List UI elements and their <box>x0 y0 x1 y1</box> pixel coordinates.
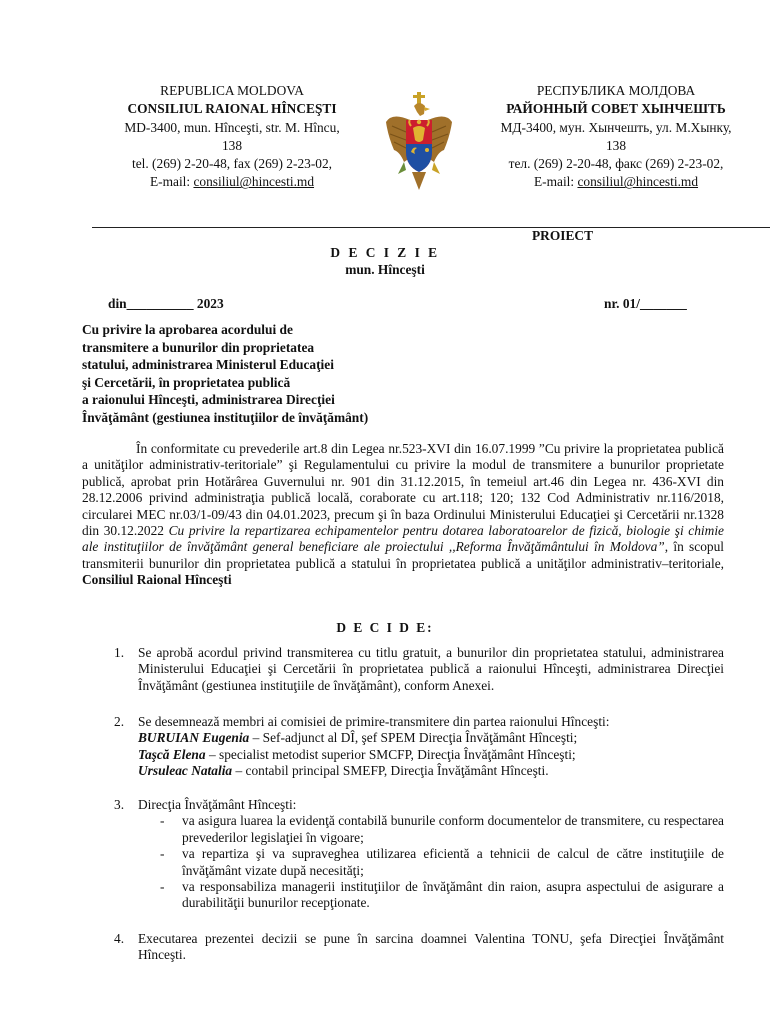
item-number: 4. <box>114 931 125 946</box>
country-name-ro: REPUBLICA MOLDOVA <box>160 83 304 98</box>
bullet-text: va asigura luarea la evidenţă contabilă bunurile conform documentelor de transmitere, cu respectarea prevederilor legislaţiei în vigoare; <box>182 813 724 845</box>
member-role: – contabil principal SMEFP, Direcţia Învăţământ Hînceşti. <box>232 763 549 779</box>
bullet-text: va repartiza şi va supraveghea utilizarea eficientă a tehnicii de calcul de către instituţiile de învăţământ vizate după necesităţi; <box>182 846 724 878</box>
commission-intro: Se desemnează membri ai comisiei de primire-transmitere din partea raionului Hînceşti: <box>138 714 610 729</box>
item-number: 2. <box>114 714 125 729</box>
subject-line: şi Cercetării, în proprietatea publică <box>82 374 291 390</box>
commission-member <box>138 730 724 746</box>
item-number: 1. <box>114 645 125 660</box>
document-title: D E C I Z I E <box>330 245 440 260</box>
preamble-order-title: Cu privire la repartizarea echipamentelor pentru dotarea laboratoarelor de fizică, biologie şi chimie ale instituţiilor de învăţământ general beneficiare ale proiectului ,,Reforma Învăţământului în Moldova” <box>82 523 724 555</box>
council-name-ro: CONSILIUL RAIONAL HÎNCEŞTI <box>127 101 337 117</box>
task-bullet <box>138 879 724 912</box>
header-right <box>466 82 766 192</box>
subject-line: a raionului Hînceşti, administrarea Direcţiei <box>82 392 335 407</box>
preamble-paragraph <box>82 441 724 589</box>
item-text: Executarea prezentei decizii se pune în sarcina doamnei Valentina TONU, şefa Direcţiei Învăţământ Hînceşti. <box>138 931 724 963</box>
task-bullet <box>138 846 724 879</box>
commission-member <box>138 747 724 763</box>
decision-date: din__________ 2023 <box>108 296 224 311</box>
bullet-dash: - <box>160 846 165 862</box>
decision-subject <box>82 321 462 426</box>
email-link-ru[interactable]: consiliul@hincesti.md <box>577 174 699 190</box>
email-line-ro <box>82 173 382 191</box>
item-text: Se aprobă acordul privind transmiterea cu titlu gratuit, a bunurilor din proprietatea statului, administrarea Ministerului Educaţiei şi Cercetării în proprietatea publică a raionului Hînceşti, administrarea Direcţiei Învăţământ (gestiunea instituţiile de învăţământ), conform Anexei. <box>138 645 724 693</box>
email-link-ro[interactable]: consiliul@hincesti.md <box>193 174 315 190</box>
country-name-ru: РЕСПУБЛИКА МОЛДОВА <box>536 83 696 98</box>
moldova-coat-of-arms-icon <box>384 92 454 196</box>
preamble-council: Consiliul Raional Hînceşti <box>82 572 232 588</box>
direction-intro: Direcţia Învăţământ Hînceşti: <box>138 797 297 812</box>
subject-line: Cu privire la aprobarea acordului de <box>82 322 293 337</box>
email-label: E-mail: <box>533 174 578 190</box>
address-ro-number: 138 <box>221 137 243 153</box>
item-text <box>138 797 724 912</box>
bullet-text: va responsabiliza managerii instituţiilor de învăţământ din raion, asupra aspectului de asigurare a durabilităţii bunurilor recepţionate. <box>182 879 724 911</box>
bullet-dash: - <box>160 879 165 895</box>
subject-line: Învăţământ (gestiunea instituţiilor de învăţământ) <box>82 409 369 425</box>
address-ru: МД-3400, мун. Хынчешть, ул. М.Хынку, <box>500 119 732 135</box>
address-ro: MD-3400, mun. Hînceşti, str. M. Hîncu, <box>124 119 340 135</box>
commission-member <box>138 763 724 779</box>
council-name-ru: РАЙОННЫЙ СОВЕТ ХЫНЧЕШТЬ <box>506 101 726 117</box>
member-name: Taşcă Elena <box>138 746 206 762</box>
decision-number: nr. 01/_______ <box>604 296 687 311</box>
email-line-ru <box>466 173 766 191</box>
member-role: – specialist metodist superior SMCFP, Direcţia Învăţământ Hînceşti; <box>205 746 576 762</box>
preamble-text-end: , în scopul transmiterii bunurilor din proprietatea publică a statului în proprietatea publică a unităţilor administrativ–teritoriale, <box>82 539 724 571</box>
preamble-text: În conformitate cu prevederile art.8 din Legea nr.523-XVI din 16.07.1999 ”Cu privire la proprietatea publică a unităţilor administrativ-teritoriale” şi Regulamentului cu privire la modul de transmitere a bunurilor proprietate publică, aprobat prin Hotărârea Guvernului nr. 901 din 31.12.2015, în temeiul art.46 din Legea nr. 436-XVI din 28.12.2006 privind administraţia publică locală, coraborate cu art.118; 120; 132 Cod Administrativ nr.116/2018, circularei MEC nr.03/1-09/43 din 04.01.2023, precum şi în baza Ordinului Ministerului Educaţiei şi Cercetării nr.1328 din 30.12.2022 <box>82 441 724 539</box>
draft-label: PROIECT <box>532 228 594 243</box>
city-name: mun. Hînceşti <box>345 262 425 277</box>
header-divider <box>92 227 770 228</box>
task-bullet <box>138 813 724 846</box>
decides-heading: D E C I D E: <box>336 620 434 635</box>
item-number: 3. <box>114 797 125 812</box>
bullet-dash: - <box>160 813 165 829</box>
member-name: BURUIAN Eugenia <box>138 730 250 746</box>
member-role: – Sef-adjunct al DÎ, şef SPEM Direcţia Învăţământ Hînceşti; <box>249 730 578 746</box>
header-left <box>82 82 382 192</box>
member-name: Ursuleac Natalia <box>138 763 233 779</box>
address-ru-number: 138 <box>605 137 627 153</box>
phone-ru: тел. (269) 2-20-48, факс (269) 2-23-02, <box>508 156 724 172</box>
subject-line: statului, administrarea Ministerul Educaţiei <box>82 357 334 372</box>
subject-line: transmitere a bunurilor din proprietatea <box>82 339 315 355</box>
phone-ro: tel. (269) 2-20-48, fax (269) 2-23-02, <box>131 156 333 172</box>
item-text <box>138 714 724 780</box>
email-label: E-mail: <box>149 174 194 190</box>
